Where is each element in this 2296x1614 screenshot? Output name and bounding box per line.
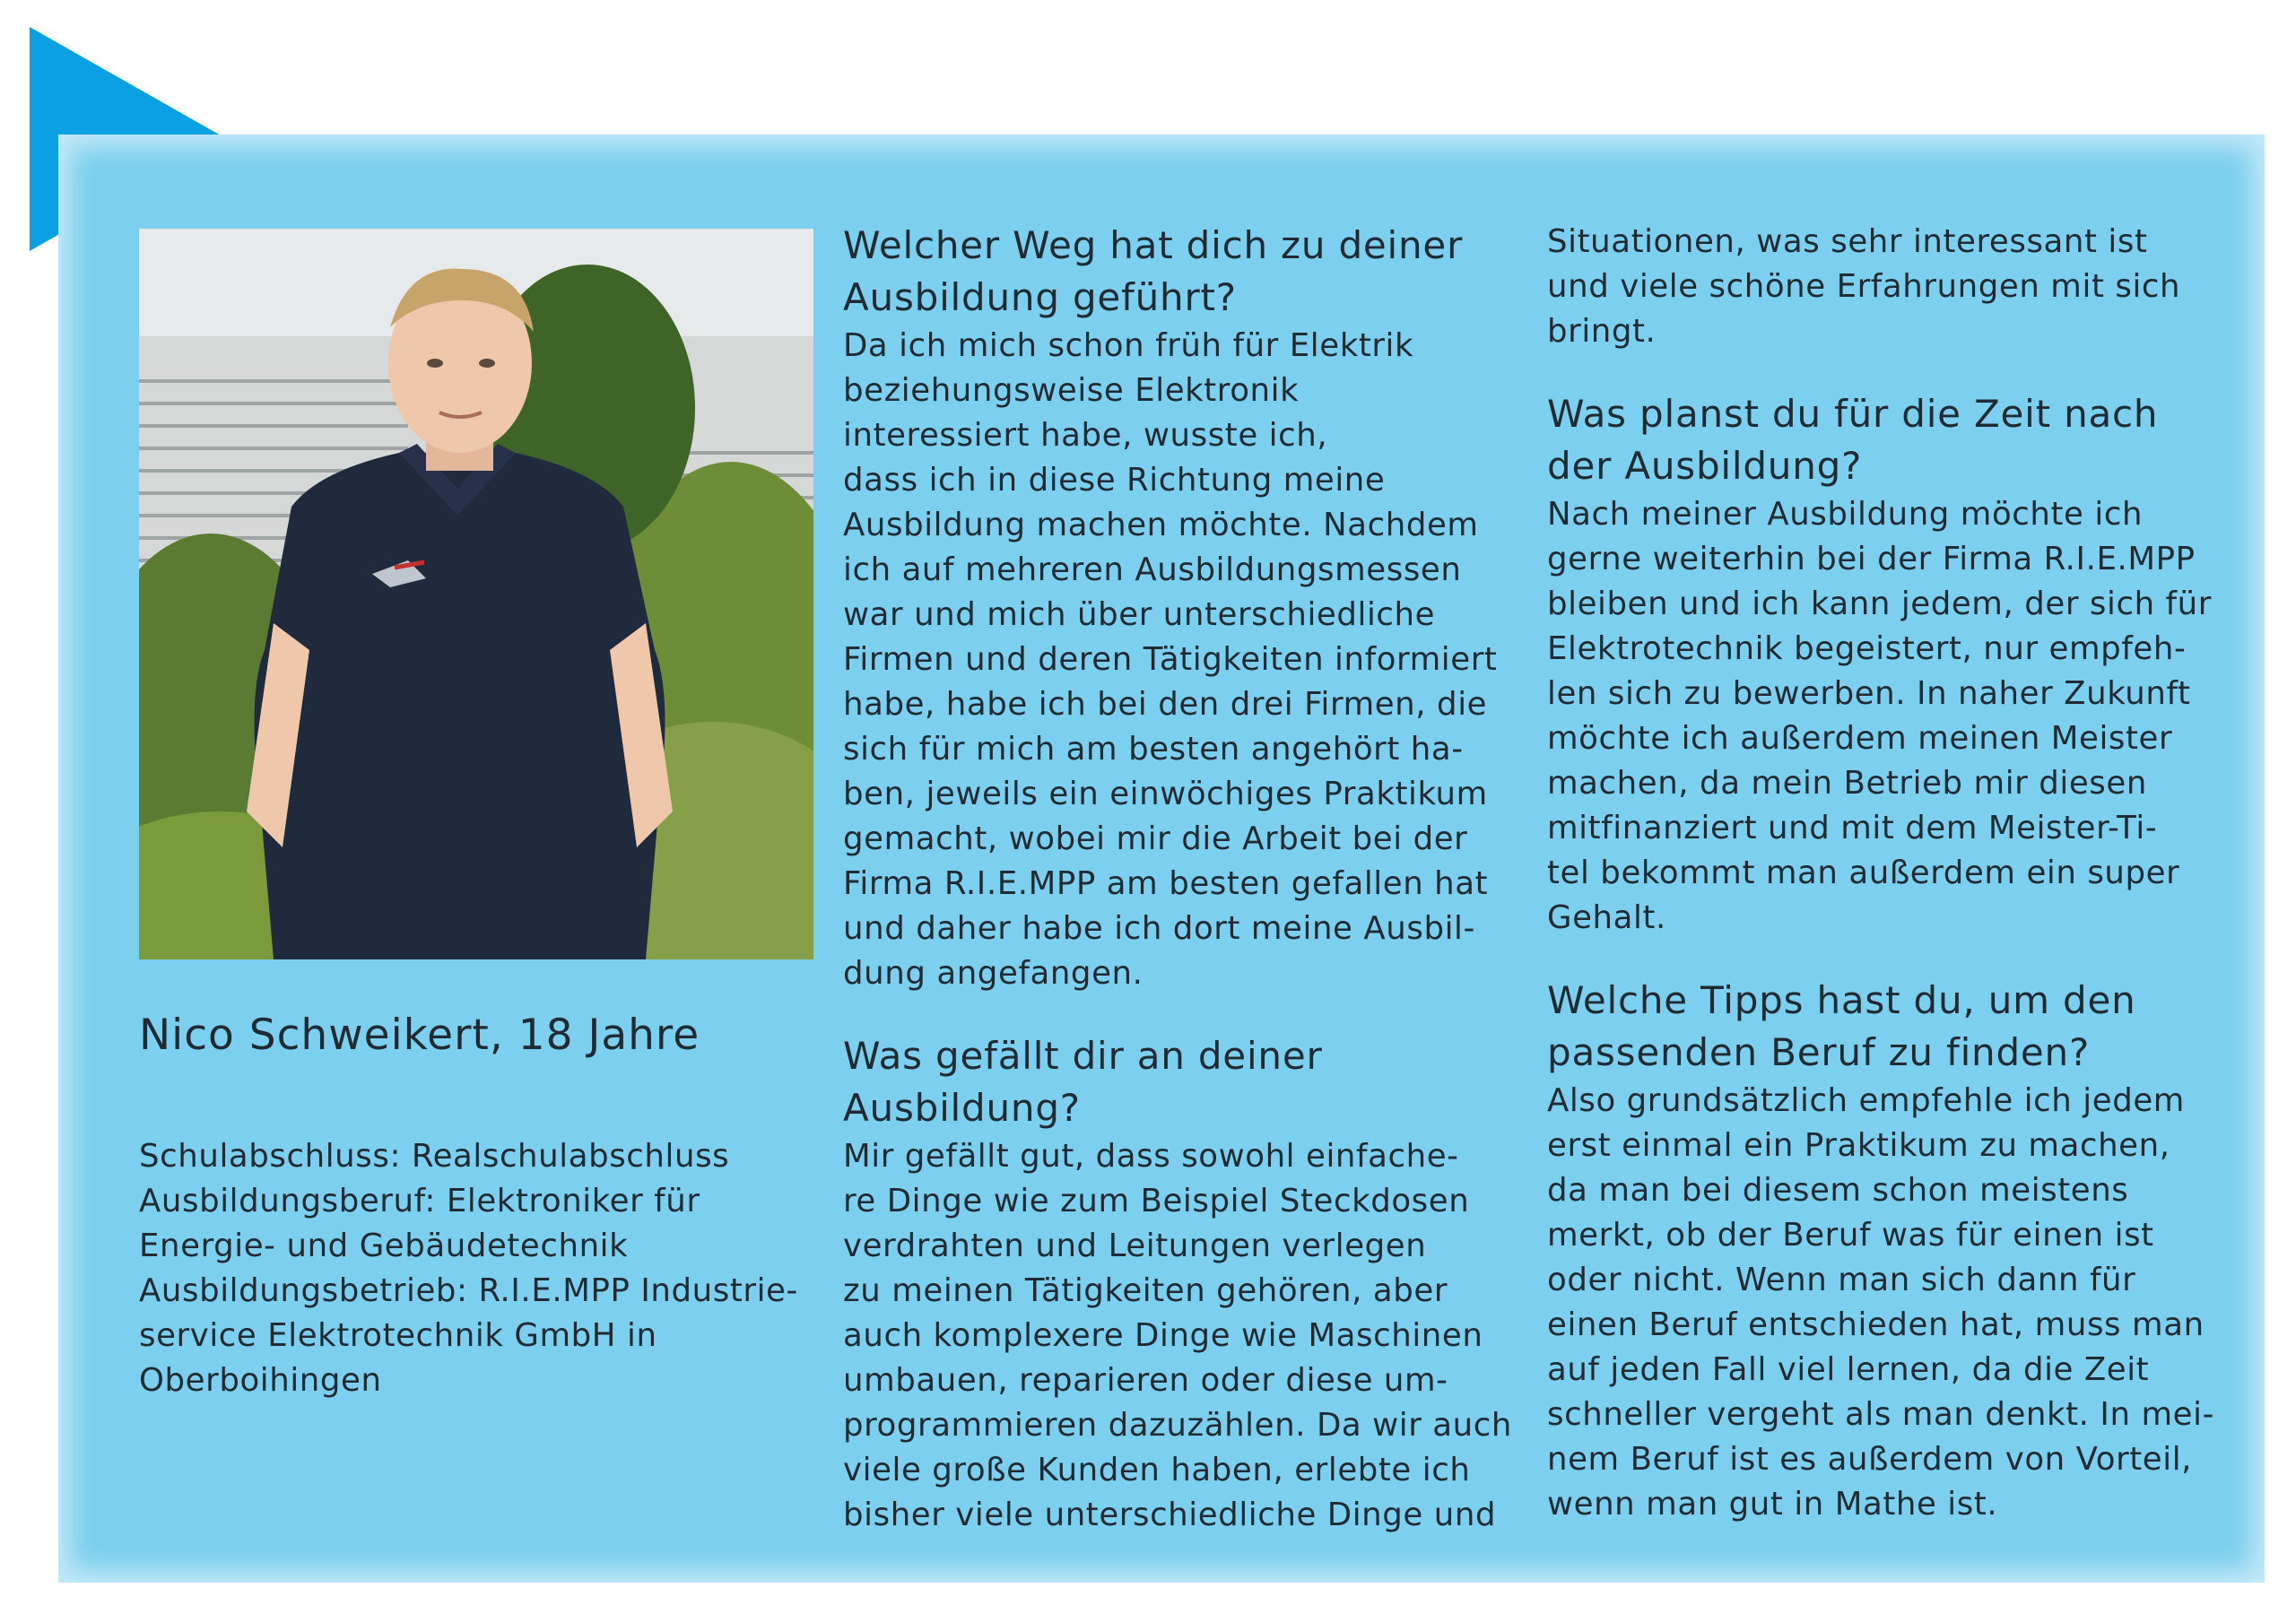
answer-line: Situationen, was sehr interessant ist	[1547, 223, 2148, 260]
answer-line: Gehalt.	[1547, 899, 1666, 936]
answer-line: auch komplexere Dinge wie Maschinen	[843, 1317, 1483, 1354]
answer-line: bisher viele unterschiedliche Dinge und	[843, 1497, 1497, 1533]
portrait-photo	[139, 229, 813, 959]
answer-line: da man bei diesem schon meistens	[1547, 1172, 2129, 1209]
answer-line: Mir gefällt gut, dass sowohl einfache-	[843, 1138, 1459, 1175]
answer-line: oder nicht. Wenn man sich dann für	[1547, 1262, 2136, 1298]
answer-line: und daher habe ich dort meine Ausbil-	[843, 910, 1475, 947]
answer-line: zu meinen Tätigkeiten gehören, aber	[843, 1272, 1448, 1309]
question-heading: Ausbildung?	[843, 1086, 1081, 1130]
answer-line: möchte ich außerdem meinen Meister	[1547, 720, 2173, 757]
answer-line: beziehungsweise Elektronik	[843, 372, 1300, 409]
answer-line: erst einmal ein Praktikum zu machen,	[1547, 1127, 2170, 1164]
answer-line: Also grundsätzlich empfehle ich jedem	[1547, 1082, 2185, 1119]
answer-line: re Dinge wie zum Beispiel Steckdosen	[843, 1183, 1470, 1219]
answer-line: habe, habe ich bei den drei Firmen, die	[843, 686, 1488, 723]
answer-line: Elektrotechnik begeistert, nur empfeh-	[1547, 630, 2187, 667]
question-heading: Was gefällt dir an deiner	[843, 1034, 1323, 1078]
question-heading: der Ausbildung?	[1547, 444, 1863, 488]
answer-line: machen, da mein Betrieb mir diesen	[1547, 765, 2147, 802]
answer-line: programmieren dazuzählen. Da wir auch	[843, 1407, 1512, 1444]
answer-line: dung angefangen.	[843, 955, 1144, 992]
answer-line: sich für mich am besten angehört ha-	[843, 731, 1464, 768]
answer-line: tel bekommt man außerdem ein super	[1547, 855, 2180, 891]
answer-line: auf jeden Fall viel lernen, da die Zeit	[1547, 1351, 2150, 1388]
answer-line: ich auf mehreren Ausbildungsmessen	[843, 551, 1462, 588]
answer-line: len sich zu bewerben. In naher Zukunft	[1547, 675, 2191, 712]
question-heading: Welcher Weg hat dich zu deiner	[843, 223, 1464, 267]
question-heading: Welche Tipps hast du, um den	[1547, 978, 2136, 1022]
answer-line: dass ich in diese Richtung meine	[843, 462, 1386, 499]
profile-column	[139, 1009, 857, 1403]
fact-line: Ausbildungsberuf: Elektroniker für	[139, 1183, 700, 1219]
interview-column-right	[1547, 220, 2238, 1527]
answer-line: ben, jeweils ein einwöchiges Praktikum	[843, 776, 1488, 812]
answer-line: Ausbildung machen möchte. Nachdem	[843, 507, 1479, 543]
answer-line: mitfinanziert und mit dem Meister-Ti-	[1547, 810, 2158, 846]
answer-line: bringt.	[1547, 313, 1657, 350]
person-name: Nico Schweikert, 18 Jahre	[139, 1011, 700, 1060]
interview-panel	[58, 134, 2265, 1583]
answer-line: viele große Kunden haben, erlebte ich	[843, 1452, 1471, 1488]
fact-line: Energie- und Gebäudetechnik	[139, 1228, 629, 1264]
answer-line: verdrahten und Leitungen verlegen	[843, 1228, 1427, 1264]
answer-line: schneller vergeht als man denkt. In mei-	[1547, 1396, 2214, 1433]
question-heading: passenden Beruf zu finden?	[1547, 1030, 2091, 1074]
answer-line: war und mich über unterschiedliche	[843, 596, 1436, 633]
answer-line: einen Beruf entschieden hat, muss man	[1547, 1306, 2205, 1343]
fact-line: service Elektrotechnik GmbH in	[139, 1317, 657, 1354]
question-heading: Was planst du für die Zeit nach	[1547, 392, 2159, 436]
question-heading: Ausbildung geführt?	[843, 275, 1237, 319]
answer-line: merkt, ob der Beruf was für einen ist	[1547, 1217, 2154, 1254]
fact-line: Schulabschluss: Realschulabschluss	[139, 1138, 730, 1175]
answer-line: interessiert habe, wusste ich,	[843, 417, 1328, 454]
answer-line: wenn man gut in Mathe ist.	[1547, 1486, 1998, 1523]
answer-line: Firma R.I.E.MPP am besten gefallen hat	[843, 865, 1489, 902]
fact-line: Ausbildungsbetrieb: R.I.E.MPP Industrie-	[139, 1272, 798, 1309]
answer-line: Firmen und deren Tätigkeiten informiert	[843, 641, 1498, 678]
answer-line: bleiben und ich kann jedem, der sich für	[1547, 586, 2212, 622]
fact-line: Oberboihingen	[139, 1362, 382, 1399]
answer-line: Da ich mich schon früh für Elektrik	[843, 327, 1414, 364]
answer-line: gerne weiterhin bei der Firma R.I.E.MPP	[1547, 541, 2196, 577]
answer-line: und viele schöne Erfahrungen mit sich	[1547, 268, 2181, 305]
interview-column-middle	[843, 220, 1525, 1538]
answer-line: Nach meiner Ausbildung möchte ich	[1547, 496, 2144, 533]
answer-line: gemacht, wobei mir die Arbeit bei der	[843, 820, 1468, 857]
answer-line: nem Beruf ist es außerdem von Vorteil,	[1547, 1441, 2193, 1478]
answer-line: umbauen, reparieren oder diese um-	[843, 1362, 1448, 1399]
